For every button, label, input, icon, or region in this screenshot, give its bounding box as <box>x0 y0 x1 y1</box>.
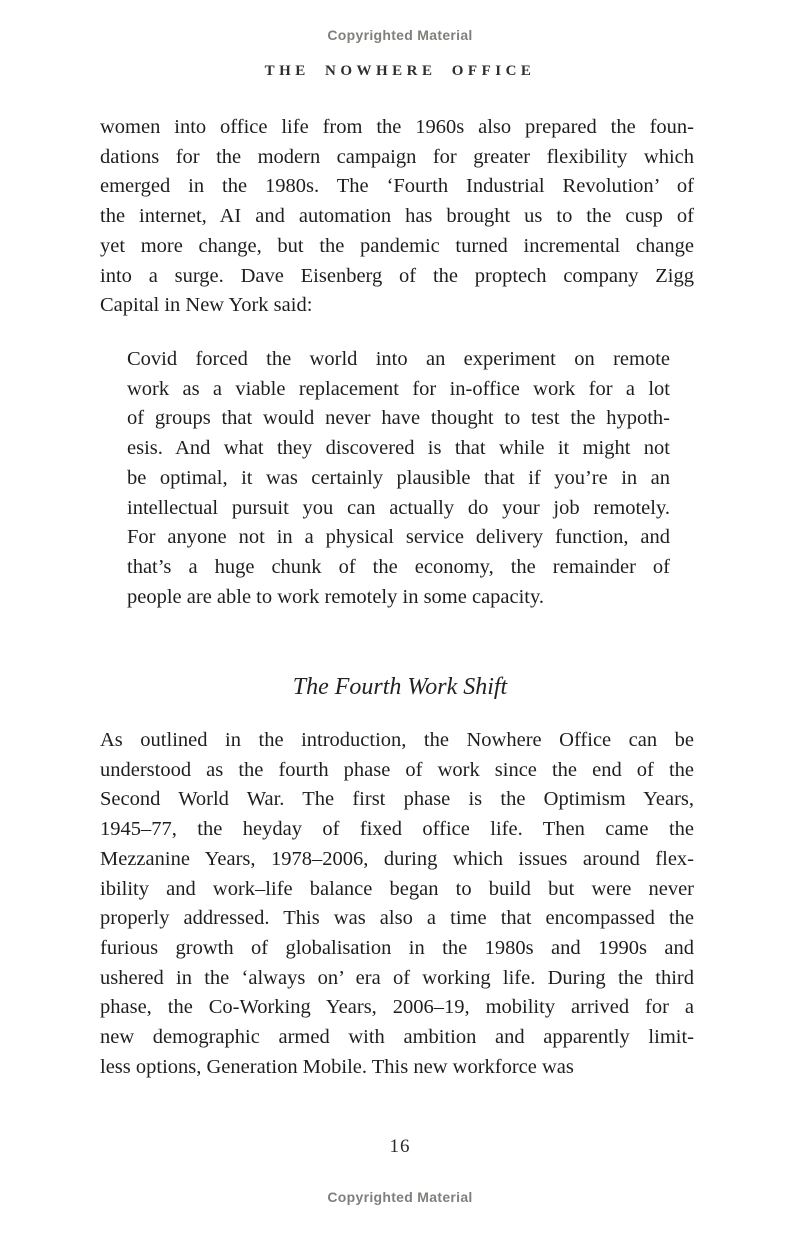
paragraph-2-line: Mezzanine Years, 1978–2006, during which issues around flex- <box>100 847 694 870</box>
paragraph-2-line: Second World War. The first phase is the Optimism Years, <box>100 788 694 811</box>
block-quote-line: intellectual pursuit you can actually do your job remotely. <box>127 496 670 519</box>
paragraph-2 <box>100 726 694 1082</box>
copyright-notice-top: Copyrighted Material <box>327 27 473 43</box>
block-quote-line: work as a viable replacement for in-office work for a lot <box>127 377 670 400</box>
paragraph-1-line: Capital in New York said: <box>100 294 313 317</box>
copyright-notice-bottom: Copyrighted Material <box>327 1189 473 1205</box>
page-number: 16 <box>389 1136 411 1157</box>
paragraph-2-line: ibility and work–life balance began to build but were never <box>100 877 694 900</box>
block-quote-line: that’s a huge chunk of the economy, the remainder of <box>127 555 670 578</box>
paragraph-1-line: into a surge. Dave Eisenberg of the proptech company Zigg <box>100 264 694 287</box>
paragraph-2-line: phase, the Co-Working Years, 2006–19, mobility arrived for a <box>100 996 694 1019</box>
block-quote <box>127 345 670 612</box>
paragraph-2-line: 1945–77, the heyday of fixed office life. Then came the <box>100 818 694 841</box>
paragraph-2-line: understood as the fourth phase of work since the end of the <box>100 758 694 781</box>
paragraph-2-line: less options, Generation Mobile. This new workforce was <box>100 1055 574 1078</box>
paragraph-2-line: properly addressed. This was also a time that encompassed the <box>100 907 694 930</box>
paragraph-1-line: women into office life from the 1960s also prepared the foun- <box>100 116 694 138</box>
paragraph-1 <box>100 113 694 321</box>
paragraph-2-line: new demographic armed with ambition and apparently limit- <box>100 1026 694 1049</box>
block-quote-line: of groups that would never have thought to test the hypoth- <box>127 407 670 430</box>
paragraph-1-line: the internet, AI and automation has brought us to the cusp of <box>100 205 694 228</box>
block-quote-line: Covid forced the world into an experiment on remote <box>127 348 670 370</box>
running-head: THE NOWHERE OFFICE <box>264 63 536 79</box>
paragraph-2-line: ushered in the ‘always on’ era of working life. During the third <box>100 966 694 989</box>
paragraph-2-line: furious growth of globalisation in the 1980s and 1990s and <box>100 936 694 959</box>
paragraph-1-line: dations for the modern campaign for greater flexibility which <box>100 145 694 168</box>
block-quote-line: For anyone not in a physical service delivery function, and <box>127 526 670 549</box>
paragraph-1-line: yet more change, but the pandemic turned incremental change <box>100 234 694 257</box>
paragraph-2-line: As outlined in the introduction, the Nowhere Office can be <box>100 729 694 751</box>
block-quote-line: be optimal, it was certainly plausible that if you’re in an <box>127 466 670 489</box>
block-quote-line: people are able to work remotely in some capacity. <box>127 585 545 608</box>
block-quote-line: esis. And what they discovered is that while it might not <box>127 437 670 460</box>
paragraph-1-line: emerged in the 1980s. The ‘Fourth Industrial Revolution’ of <box>100 175 694 198</box>
section-heading: The Fourth Work Shift <box>292 674 508 700</box>
